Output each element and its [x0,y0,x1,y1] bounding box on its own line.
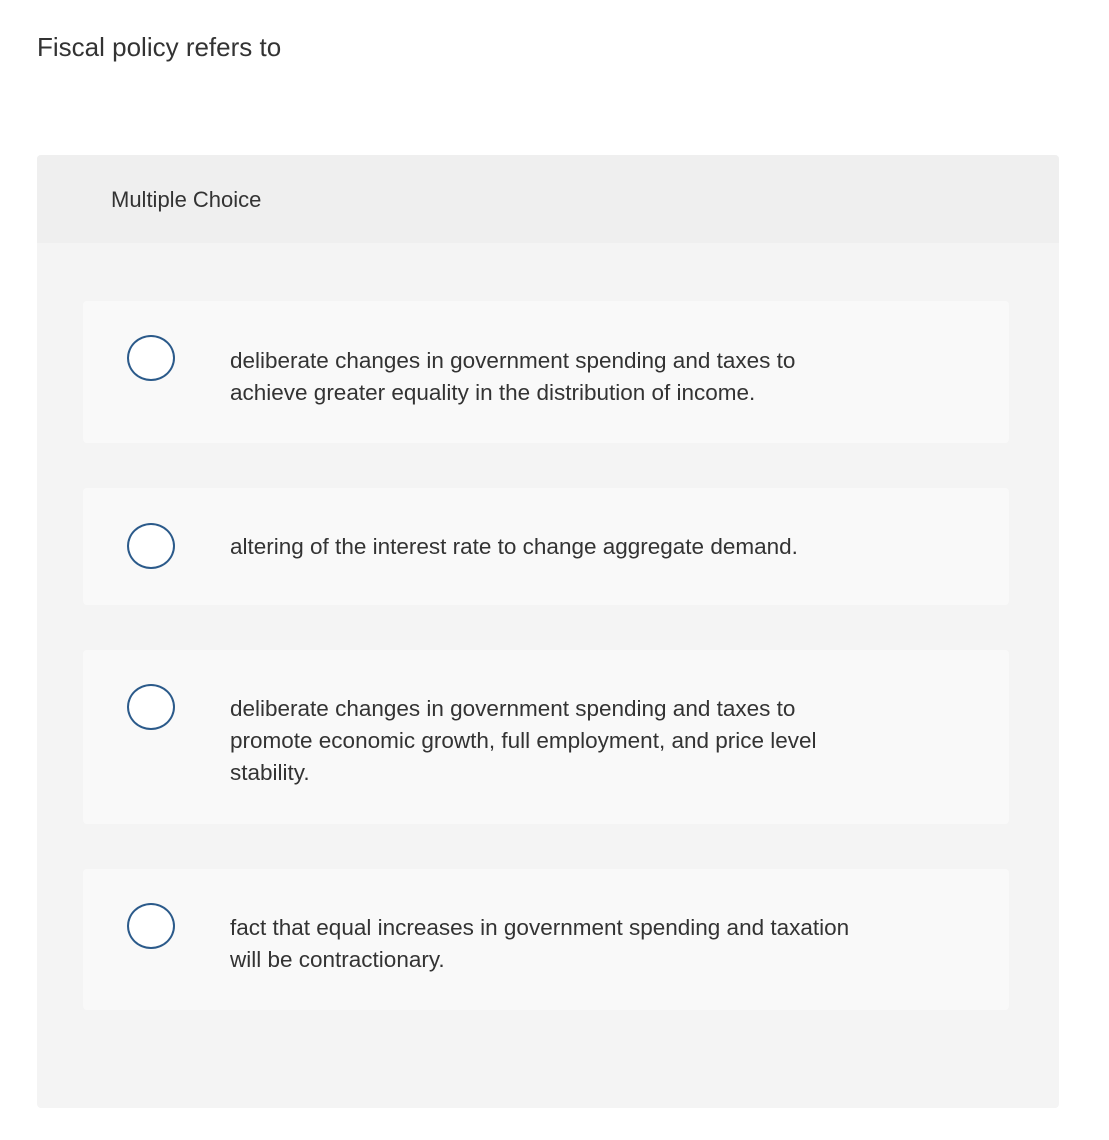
multiple-choice-panel [37,155,1059,1108]
multiple-choice-header [37,155,1059,243]
choice-option-3[interactable] [83,650,1009,824]
radio-button-icon[interactable] [127,523,175,569]
radio-button-icon[interactable] [127,335,175,381]
choice-option-4[interactable] [83,869,1009,1010]
radio-button-icon[interactable] [127,684,175,730]
multiple-choice-label: Multiple Choice [111,187,262,212]
choice-option-text: deliberate changes in government spending and taxes to promote economic growth, full employment, and price level stability. [230,696,817,785]
choice-option-text: altering of the interest rate to change aggregate demand. [230,534,798,559]
choice-option-1[interactable] [83,301,1009,443]
choice-option-text: fact that equal increases in government spending and taxation will be contractionary. [230,915,850,972]
question-text: Fiscal policy refers to [37,32,282,62]
choice-option-2[interactable] [83,488,1009,605]
radio-button-icon[interactable] [127,903,175,949]
choice-option-text: deliberate changes in government spending and taxes to achieve greater equality in the distribution of income. [230,348,796,405]
